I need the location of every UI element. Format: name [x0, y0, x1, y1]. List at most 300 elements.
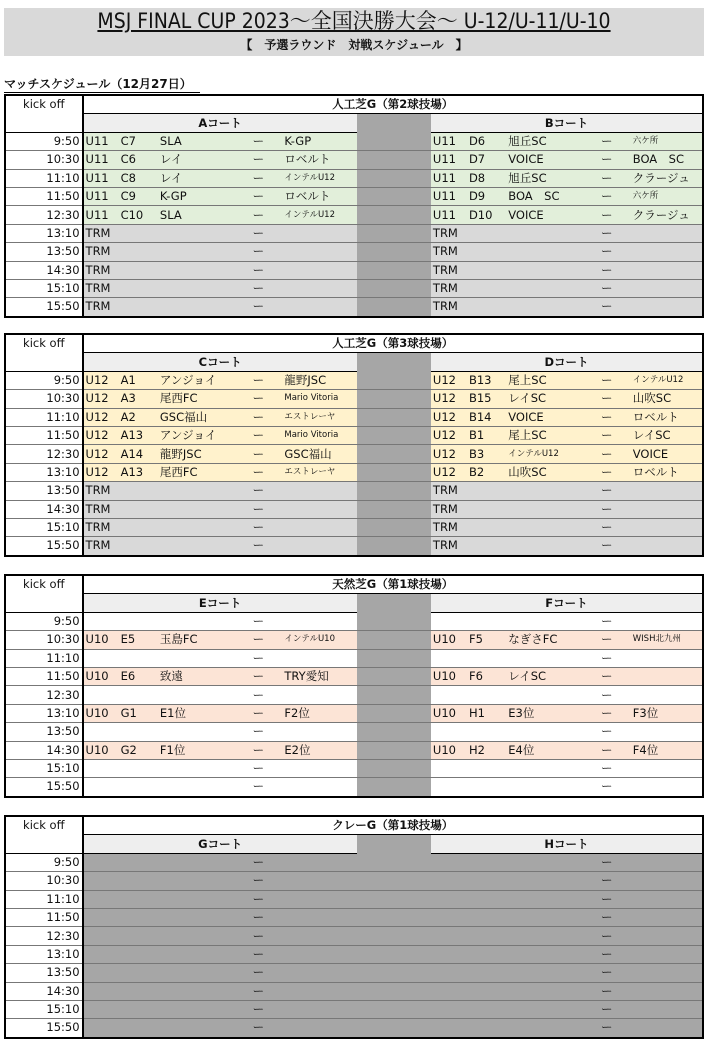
court-divider	[357, 445, 431, 463]
home-team	[506, 279, 582, 297]
court-divider	[357, 686, 431, 704]
schedule-block	[4, 94, 704, 318]
court-right-label: Fコート	[431, 594, 703, 612]
away-team	[631, 964, 703, 982]
kickoff-time: 9:50	[5, 612, 83, 630]
match-row	[5, 463, 703, 481]
versus-dash: ー	[234, 445, 282, 463]
match-code	[119, 945, 158, 963]
away-team	[282, 723, 356, 741]
age-category	[431, 982, 467, 1000]
versus-dash: ー	[583, 908, 631, 926]
venue-title: 天然芝G（第1球技場）	[83, 575, 703, 594]
kickoff-time: 15:50	[5, 778, 83, 797]
court-divider	[357, 187, 431, 205]
away-team	[282, 872, 356, 890]
home-team	[506, 298, 582, 317]
home-team: 旭丘SC	[506, 169, 582, 187]
versus-dash: ー	[234, 206, 282, 224]
match-code	[119, 612, 158, 630]
court-divider	[357, 982, 431, 1000]
kickoff-time: 13:50	[5, 482, 83, 500]
kickoff-time: 15:50	[5, 537, 83, 556]
versus-dash: ー	[234, 187, 282, 205]
home-team	[506, 759, 582, 777]
home-team	[506, 537, 582, 556]
kickoff-time: 10:30	[5, 631, 83, 649]
versus-dash: ー	[583, 371, 631, 389]
court-divider	[357, 537, 431, 556]
versus-dash: ー	[234, 982, 282, 1000]
match-code	[467, 982, 506, 1000]
kickoff-header: kick off	[5, 816, 83, 853]
away-team	[282, 649, 356, 667]
age-category: U12	[83, 390, 119, 408]
age-category	[431, 890, 467, 908]
home-team	[158, 261, 234, 279]
age-category: U10	[83, 704, 119, 722]
kickoff-time: 9:50	[5, 371, 83, 389]
venue-title: 人工芝G（第2球技場）	[83, 95, 703, 114]
court-divider	[357, 151, 431, 169]
match-row	[5, 408, 703, 426]
court-left-label: Eコート	[83, 594, 357, 612]
age-category: U10	[83, 741, 119, 759]
venue-title: 人工芝G（第3球技場）	[83, 334, 703, 353]
match-code	[467, 778, 506, 797]
match-code	[467, 224, 506, 242]
away-team: レイSC	[631, 426, 703, 444]
home-team: 旭丘SC	[506, 132, 582, 150]
age-category: U11	[431, 151, 467, 169]
court-divider	[357, 132, 431, 150]
home-team: インテルU12	[506, 445, 582, 463]
match-code	[119, 759, 158, 777]
match-code: B15	[467, 390, 506, 408]
match-code	[467, 1000, 506, 1018]
court-right-label: Bコート	[431, 114, 703, 132]
age-category: TRM	[431, 482, 467, 500]
age-category: TRM	[83, 518, 119, 536]
versus-dash: ー	[583, 408, 631, 426]
match-code	[119, 982, 158, 1000]
match-code: B3	[467, 445, 506, 463]
home-team	[506, 500, 582, 518]
versus-dash: ー	[234, 723, 282, 741]
match-row	[5, 169, 703, 187]
kickoff-time: 10:30	[5, 872, 83, 890]
away-team: VOICE	[631, 445, 703, 463]
kickoff-time: 14:30	[5, 982, 83, 1000]
home-team	[158, 890, 234, 908]
away-team	[631, 224, 703, 242]
home-team	[158, 945, 234, 963]
match-row	[5, 686, 703, 704]
home-team: SLA	[158, 206, 234, 224]
home-team	[506, 964, 582, 982]
age-category: U12	[431, 445, 467, 463]
kickoff-time: 11:50	[5, 187, 83, 205]
away-team	[631, 243, 703, 261]
away-team	[282, 1000, 356, 1018]
away-team: インテルU12	[282, 206, 356, 224]
match-row	[5, 631, 703, 649]
versus-dash: ー	[234, 279, 282, 297]
away-team: ロベルト	[282, 151, 356, 169]
versus-dash: ー	[234, 132, 282, 150]
kickoff-time: 11:10	[5, 890, 83, 908]
venue-title: クレーG（第1球技場）	[83, 816, 703, 835]
match-code	[467, 853, 506, 871]
away-team	[631, 908, 703, 926]
kickoff-time: 15:10	[5, 518, 83, 536]
kickoff-time: 12:30	[5, 445, 83, 463]
versus-dash: ー	[234, 778, 282, 797]
away-team: ロベルト	[282, 187, 356, 205]
away-team: Mario Vitoria	[282, 390, 356, 408]
match-code: B1	[467, 426, 506, 444]
match-code	[119, 500, 158, 518]
match-row	[5, 279, 703, 297]
home-team: 尾西FC	[158, 390, 234, 408]
versus-dash: ー	[583, 1019, 631, 1038]
away-team	[631, 1019, 703, 1038]
match-code	[467, 261, 506, 279]
match-row	[5, 132, 703, 150]
match-code	[467, 890, 506, 908]
away-team: 六ケ所	[631, 132, 703, 150]
kickoff-time: 10:30	[5, 390, 83, 408]
kickoff-time: 11:10	[5, 408, 83, 426]
match-code	[119, 890, 158, 908]
versus-dash: ー	[583, 945, 631, 963]
age-category: TRM	[431, 279, 467, 297]
age-category	[431, 649, 467, 667]
page-subtitle: 【 予選ラウンド 対戦スケジュール 】	[4, 34, 704, 56]
match-row	[5, 426, 703, 444]
match-row	[5, 500, 703, 518]
kickoff-time: 15:10	[5, 759, 83, 777]
away-team	[282, 612, 356, 630]
age-category: TRM	[83, 224, 119, 242]
match-code	[119, 686, 158, 704]
match-row	[5, 853, 703, 871]
versus-dash: ー	[234, 537, 282, 556]
kickoff-time: 13:10	[5, 224, 83, 242]
home-team: E1位	[158, 704, 234, 722]
versus-dash: ー	[583, 1000, 631, 1018]
away-team	[282, 778, 356, 797]
match-code	[119, 261, 158, 279]
match-code	[467, 482, 506, 500]
away-team	[282, 500, 356, 518]
versus-dash: ー	[234, 872, 282, 890]
versus-dash: ー	[583, 298, 631, 317]
match-code: A3	[119, 390, 158, 408]
match-code	[467, 1019, 506, 1038]
away-team	[282, 686, 356, 704]
home-team	[506, 1000, 582, 1018]
age-category: TRM	[83, 261, 119, 279]
match-code: E6	[119, 667, 158, 685]
away-team	[631, 500, 703, 518]
home-team: レイ	[158, 169, 234, 187]
home-team	[158, 778, 234, 797]
match-code	[119, 243, 158, 261]
home-team: 龍野JSC	[158, 445, 234, 463]
match-row	[5, 518, 703, 536]
away-team: エストレーヤ	[282, 408, 356, 426]
home-team	[158, 243, 234, 261]
match-row	[5, 371, 703, 389]
age-category: U11	[83, 169, 119, 187]
match-row	[5, 723, 703, 741]
age-category: U10	[83, 631, 119, 649]
home-team	[158, 298, 234, 317]
versus-dash: ー	[583, 243, 631, 261]
match-code: F5	[467, 631, 506, 649]
match-code	[119, 853, 158, 871]
match-code	[119, 964, 158, 982]
home-team: 尾西FC	[158, 463, 234, 481]
versus-dash: ー	[234, 482, 282, 500]
kickoff-time: 11:10	[5, 169, 83, 187]
match-code	[467, 945, 506, 963]
home-team	[158, 759, 234, 777]
versus-dash: ー	[234, 927, 282, 945]
home-team	[158, 686, 234, 704]
versus-dash: ー	[583, 982, 631, 1000]
match-code: C8	[119, 169, 158, 187]
versus-dash: ー	[583, 151, 631, 169]
court-divider	[357, 759, 431, 777]
age-category	[431, 759, 467, 777]
kickoff-time: 13:50	[5, 243, 83, 261]
home-team: E4位	[506, 741, 582, 759]
versus-dash: ー	[583, 631, 631, 649]
age-category	[83, 853, 119, 871]
match-row	[5, 872, 703, 890]
away-team	[282, 982, 356, 1000]
home-team: アンジョイ	[158, 426, 234, 444]
versus-dash: ー	[583, 482, 631, 500]
age-category: U12	[83, 463, 119, 481]
match-row	[5, 667, 703, 685]
away-team	[282, 537, 356, 556]
versus-dash: ー	[583, 704, 631, 722]
home-team: VOICE	[506, 408, 582, 426]
versus-dash: ー	[583, 649, 631, 667]
age-category	[431, 723, 467, 741]
age-category	[83, 927, 119, 945]
age-category: U12	[431, 463, 467, 481]
home-team: E3位	[506, 704, 582, 722]
away-team	[631, 723, 703, 741]
court-divider	[357, 704, 431, 722]
court-divider	[357, 594, 431, 612]
court-divider	[357, 482, 431, 500]
age-category: U10	[431, 741, 467, 759]
age-category: TRM	[431, 518, 467, 536]
versus-dash: ー	[583, 500, 631, 518]
court-divider	[357, 500, 431, 518]
away-team: Mario Vitoria	[282, 426, 356, 444]
match-code	[119, 723, 158, 741]
match-row	[5, 390, 703, 408]
court-divider	[357, 853, 431, 871]
match-code: D6	[467, 132, 506, 150]
home-team	[506, 982, 582, 1000]
away-team	[282, 927, 356, 945]
home-team	[506, 778, 582, 797]
match-row	[5, 890, 703, 908]
versus-dash: ー	[583, 445, 631, 463]
versus-dash: ー	[583, 667, 631, 685]
match-code: D8	[467, 169, 506, 187]
court-divider	[357, 408, 431, 426]
age-category: TRM	[431, 298, 467, 317]
age-category	[431, 853, 467, 871]
away-team	[631, 482, 703, 500]
age-category: U11	[83, 206, 119, 224]
versus-dash: ー	[583, 206, 631, 224]
kickoff-header: kick off	[5, 575, 83, 612]
home-team: 致遠	[158, 667, 234, 685]
age-category	[431, 908, 467, 926]
home-team: F1位	[158, 741, 234, 759]
court-right-label: Dコート	[431, 353, 703, 371]
away-team: F4位	[631, 741, 703, 759]
match-row	[5, 298, 703, 317]
schedule-table	[4, 815, 704, 1039]
match-code	[467, 927, 506, 945]
court-divider	[357, 426, 431, 444]
versus-dash: ー	[234, 704, 282, 722]
age-category	[83, 612, 119, 630]
versus-dash: ー	[583, 741, 631, 759]
schedule-block	[4, 574, 704, 798]
match-row	[5, 704, 703, 722]
match-code	[119, 649, 158, 667]
versus-dash: ー	[583, 261, 631, 279]
away-team	[631, 279, 703, 297]
match-code	[467, 518, 506, 536]
away-team	[631, 686, 703, 704]
age-category: U12	[83, 445, 119, 463]
age-category	[83, 1019, 119, 1038]
age-category: U12	[83, 371, 119, 389]
section-label: マッチスケジュール（12月27日）	[4, 76, 200, 93]
age-category: TRM	[431, 224, 467, 242]
age-category: U10	[431, 667, 467, 685]
kickoff-time: 13:10	[5, 704, 83, 722]
home-team	[158, 964, 234, 982]
home-team	[506, 927, 582, 945]
match-row	[5, 759, 703, 777]
home-team	[158, 537, 234, 556]
match-code	[467, 537, 506, 556]
kickoff-time: 11:50	[5, 426, 83, 444]
home-team: レイSC	[506, 390, 582, 408]
away-team	[282, 518, 356, 536]
versus-dash: ー	[234, 298, 282, 317]
kickoff-time: 14:30	[5, 261, 83, 279]
age-category	[431, 945, 467, 963]
home-team	[158, 908, 234, 926]
away-team: ロベルト	[631, 463, 703, 481]
versus-dash: ー	[234, 686, 282, 704]
home-team	[158, 1019, 234, 1038]
home-team	[506, 686, 582, 704]
match-code	[119, 908, 158, 926]
schedule-table	[4, 574, 704, 798]
home-team	[506, 872, 582, 890]
age-category	[83, 649, 119, 667]
match-row	[5, 537, 703, 556]
away-team: インテルU10	[282, 631, 356, 649]
kickoff-time: 14:30	[5, 500, 83, 518]
match-row	[5, 982, 703, 1000]
away-team	[631, 261, 703, 279]
versus-dash: ー	[583, 426, 631, 444]
court-divider	[357, 908, 431, 926]
kickoff-time: 11:10	[5, 649, 83, 667]
match-code	[467, 908, 506, 926]
versus-dash: ー	[583, 537, 631, 556]
away-team: クラージュ	[631, 169, 703, 187]
versus-dash: ー	[583, 686, 631, 704]
away-team: インテルU12	[282, 169, 356, 187]
age-category	[83, 908, 119, 926]
away-team	[282, 759, 356, 777]
versus-dash: ー	[234, 243, 282, 261]
away-team	[631, 890, 703, 908]
match-code: G1	[119, 704, 158, 722]
match-code: A1	[119, 371, 158, 389]
match-code: C7	[119, 132, 158, 150]
home-team	[158, 723, 234, 741]
away-team	[631, 927, 703, 945]
versus-dash: ー	[234, 261, 282, 279]
home-team	[158, 927, 234, 945]
match-code: A13	[119, 426, 158, 444]
age-category	[431, 612, 467, 630]
kickoff-time: 12:30	[5, 686, 83, 704]
match-code: H1	[467, 704, 506, 722]
away-team	[631, 872, 703, 890]
home-team	[506, 224, 582, 242]
home-team	[158, 482, 234, 500]
age-category: U12	[83, 408, 119, 426]
court-right-label: Hコート	[431, 835, 703, 853]
match-code	[467, 723, 506, 741]
away-team: GSC福山	[282, 445, 356, 463]
age-category: U12	[83, 426, 119, 444]
match-code	[467, 649, 506, 667]
match-code: G2	[119, 741, 158, 759]
age-category: TRM	[83, 243, 119, 261]
match-code	[467, 298, 506, 317]
match-code: B2	[467, 463, 506, 481]
court-divider	[357, 631, 431, 649]
match-row	[5, 741, 703, 759]
schedule-table	[4, 94, 704, 318]
versus-dash: ー	[583, 890, 631, 908]
court-divider	[357, 518, 431, 536]
match-row	[5, 243, 703, 261]
away-team	[282, 298, 356, 317]
home-team	[158, 649, 234, 667]
